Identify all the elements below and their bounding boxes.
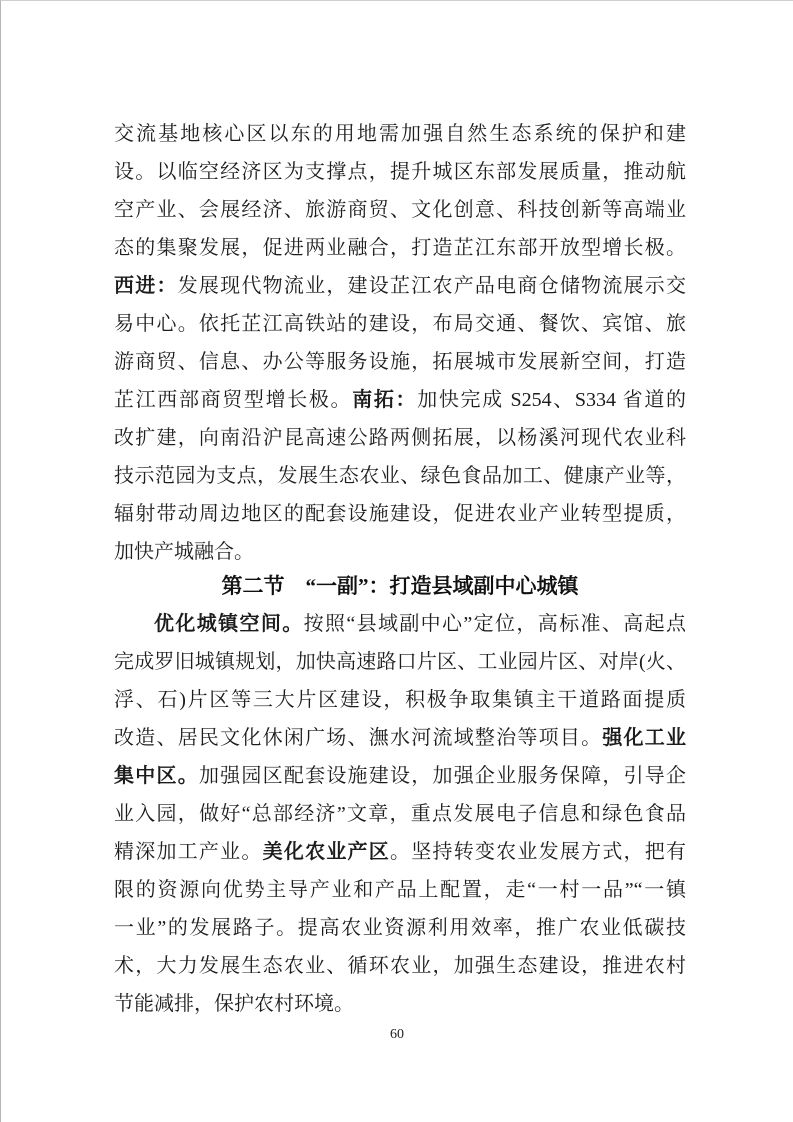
paragraph-1 xyxy=(114,115,686,571)
text-line xyxy=(114,191,686,229)
text-run: 易中心。依托芷江高铁站的建设，布局交通、餐饮、宾馆、旅 xyxy=(114,313,686,335)
text-run: 发展现代物流业，建设芷江农产品电商仓储物流展示交 xyxy=(177,275,686,297)
bold-text-run: 南拓： xyxy=(352,389,418,411)
text-line xyxy=(114,495,686,533)
bold-text-run: 优化城镇空间。 xyxy=(154,613,304,635)
text-run: 精深加工产业。 xyxy=(114,841,263,863)
text-line xyxy=(114,909,686,947)
text-run: 业入园，做好“总部经济”文章，重点发展电子信息和绿色食品 xyxy=(114,803,686,825)
text-run: 空产业、会展经济、旅游商贸、文化创意、科技创新等高端业 xyxy=(114,199,686,221)
bold-text-run: 美化农业产区 xyxy=(262,841,391,863)
text-line xyxy=(114,795,686,833)
section-heading: 第二节 “一副”：打造县域副中心城镇 xyxy=(221,574,579,598)
text-line xyxy=(114,343,686,381)
text-line xyxy=(114,419,686,457)
text-line xyxy=(114,643,686,681)
text-run: 限的资源向优势主导产业和产品上配置，走“一村一品”“一镇 xyxy=(114,879,686,901)
text-run: 态的集聚发展，促进两业融合，打造芷江东部开放型增长极。 xyxy=(114,237,686,259)
text-line xyxy=(114,457,686,495)
text-line xyxy=(114,229,686,267)
text-line xyxy=(114,681,686,719)
text-line xyxy=(114,381,686,419)
text-run: 。坚持转变农业发展方式，把有 xyxy=(390,841,686,863)
text-run: 加快产城融合。 xyxy=(114,541,254,563)
text-line xyxy=(114,153,686,191)
text-line xyxy=(114,605,686,643)
text-run: 加强园区配套设施建设，加强企业服务保障，引导企 xyxy=(198,765,686,787)
paragraph-2 xyxy=(114,605,686,1023)
text-run: 游商贸、信息、办公等服务设施，拓展城市发展新空间，打造 xyxy=(114,351,686,373)
text-run: 完成罗旧城镇规划，加快高速路口片区、工业园片区、对岸(火、 xyxy=(114,651,686,673)
bold-text-run: 西进： xyxy=(114,275,178,297)
page-number: 60 xyxy=(390,1027,404,1042)
text-run: 技示范园为支点，发展生态农业、绿色食品加工、健康产业等， xyxy=(114,465,686,487)
text-run: 加快完成 S254、S334 省道的 xyxy=(417,389,686,411)
text-line xyxy=(114,833,686,871)
text-run: 设。以临空经济区为支撑点，提升城区东部发展质量，推动航 xyxy=(114,161,686,183)
text-line xyxy=(114,115,686,153)
text-line xyxy=(114,757,686,795)
text-run: 改扩建，向南沿沪昆高速公路两侧拓展，以杨溪河现代农业科 xyxy=(114,427,686,449)
text-run: 节能减排，保护农村环境。 xyxy=(114,993,354,1015)
text-run: 辐射带动周边地区的配套设施建设，促进农业产业转型提质， xyxy=(114,503,686,525)
text-run: 交流基地核心区以东的用地需加强自然生态系统的保护和建 xyxy=(114,123,686,145)
text-line xyxy=(114,533,686,571)
text-line xyxy=(114,985,686,1023)
text-run: 芷江西部商贸型增长极。 xyxy=(114,389,353,411)
text-run: 术，大力发展生态农业、循环农业，加强生态建设，推进农村 xyxy=(114,955,686,977)
text-line xyxy=(114,719,686,757)
text-run: 改造、居民文化休闲广场、潕水河流域整治等项目。 xyxy=(114,727,603,749)
text-line xyxy=(114,947,686,985)
text-run: 浮、石)片区等三大片区建设，积极争取集镇主干道路面提质 xyxy=(114,689,686,711)
text-line xyxy=(114,267,686,305)
text-run: 按照“县域副中心”定位，高标准、高起点 xyxy=(303,613,686,635)
text-line xyxy=(114,871,686,909)
bold-text-run: 集中区。 xyxy=(114,765,199,787)
text-line xyxy=(114,305,686,343)
bold-text-run: 强化工业 xyxy=(602,727,686,749)
text-run: 一业”的发展路子。提高农业资源利用效率，推广农业低碳技 xyxy=(114,917,686,939)
